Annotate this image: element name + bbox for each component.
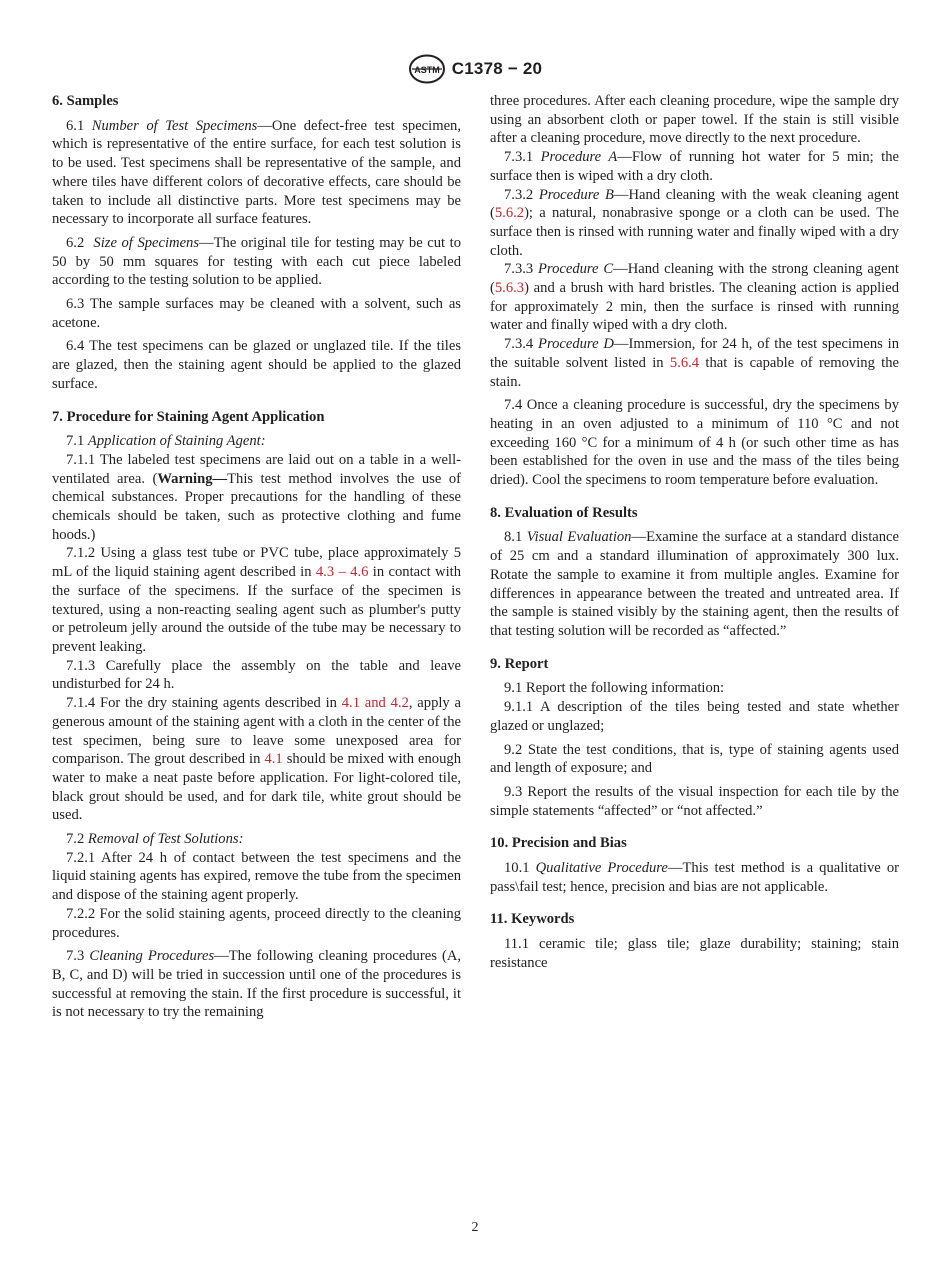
paragraph: 6.2 Size of Specimens—The original tile for testing may be cut to 50 by 50 mm squares for testing with each cut piece labeled according to the testing solution to be applied. [52, 234, 462, 289]
cross-reference-link[interactable]: 4.3 – 4.6 [315, 564, 369, 581]
paragraph: three procedures. After each cleaning procedure, wipe the sample dry using an absorbent cloth or paper towel. If the stain is still visible after a cleaning procedure, move directly to the next procedure. [490, 93, 899, 147]
paragraph: 7.1.2 Using a glass test tube or PVC tube, place approximately 5 mL of the liquid staining agent described in 4.3 – 4.6 in contact with the surface of the specimens. If the surface of the specimen is textured, using a non-reacting sealing agent such as plumber's putty or petroleum jelly around the outside of the tube may be necessary to prevent leaking. [52, 545, 461, 655]
paragraph: 9.1.1 A description of the tiles being tested and state whether glazed or unglazed; [490, 699, 899, 734]
section-heading: 11. Keywords [490, 911, 575, 928]
paragraph: 10.1 Qualitative Procedure—This test method is a qualitative or pass\fail test; hence, precision and bias are not applicable. [490, 860, 899, 895]
cross-reference-link[interactable]: 4.1 and 4.2 [341, 695, 409, 712]
paragraph: 9.1 Report the following information: [504, 680, 725, 697]
paragraph: 11.1 ceramic tile; glass tile; glaze durability; staining; stain resistance [490, 936, 899, 971]
page-header [0, 54, 950, 84]
paragraph: 6.3 The sample surfaces may be cleaned with a solvent, such as acetone. [52, 296, 461, 331]
section-heading: 7. Procedure for Staining Agent Application [52, 408, 325, 425]
paragraph: 7.2 Removal of Test Solutions: [66, 831, 244, 848]
section-heading: 8. Evaluation of Results [490, 504, 638, 521]
section-heading: 10. Precision and Bias [490, 835, 627, 852]
paragraph: 7.3.2 Procedure B—Hand cleaning with the weak cleaning agent (5.6.2); a natural, nonabrasive sponge or a cloth can be used. The surface then is rinsed with running water and finally wiped with a dry cloth. [490, 186, 899, 259]
paragraph: 7.1.4 For the dry staining agents described in 4.1 and 4.2, apply a generous amount of the staining agent with a cloth in the center of the test specimen, being sure to leave some unexposed area for comparison. The grout described in 4.1 should be mixed with enough water to make a neat paste before application. For light-colored tile, black grout should be used, and for dark tile, white grout should be used. [52, 695, 461, 824]
paragraph: 7.2.1 After 24 h of contact between the test specimens and the liquid staining agents has expired, remove the tube from the specimen and dispose of the staining agent properly. [52, 849, 461, 904]
paragraph: 6.4 The test specimens can be glazed or unglazed tile. If the tiles are glazed, then the staining agent should be applied to the glazed surface. [52, 338, 461, 392]
paragraph: 7.3.3 Procedure C—Hand cleaning with the strong cleaning agent (5.6.3) and a brush with hard bristles. The cleaning action is applied for approximately 2 min, then the surface is rinsed with running water and finally wiped with a dry cloth. [490, 261, 899, 334]
paragraph: 7.4 Once a cleaning procedure is successful, dry the specimens by heating in an oven adjusted to a minimum of 110 °C and not exceeding 160 °C for a minimum of 4 h (or such other time as has been established for the oven in use and the mass of the tiles being dried). Cool the specimens to room temperature before evaluation. [490, 397, 899, 489]
section-heading: 9. Report [490, 655, 549, 672]
paragraph: 9.3 Report the results of the visual inspection for each tile by the simple statements “affected” or “not affected.” [490, 783, 899, 819]
right-column [490, 92, 899, 973]
paragraph: 8.1 Visual Evaluation—Examine the surface at a standard distance of 25 cm and a standard illumination of approximately 300 lux. Rotate the sample to examine it from multiple angles. Examine for differences in appearance between the treated and untreated area. If the sample is stained visibly by the staining agent, then the results of that testing solution will be recorded as “affected.” [490, 529, 899, 639]
paragraph: 7.1 Application of Staining Agent: [66, 433, 266, 450]
cross-reference-link[interactable]: 4.1 [264, 751, 283, 768]
paragraph: 9.2 State the test conditions, that is, type of staining agents used and length of exposure; and [490, 741, 899, 777]
paragraph: 7.3 Cleaning Procedures—The following cleaning procedures (A, B, C, and D) will be tried in succession until one of the procedures is successful at removing the stain. If the first procedure is successful, it is not necessary to try the remaining [52, 948, 462, 1021]
cross-reference-link[interactable]: 5.6.3 [494, 280, 525, 297]
cross-reference-link[interactable]: 5.6.2 [494, 205, 525, 222]
left-column [52, 92, 461, 1022]
paragraph: 6.1 Number of Test Specimens—One defect-free test specimen, which is representative of the entire surface, for each test solution is to be used. Test specimens shall be representative of the sample, and where tiles have different colors of decorative effects, care should be taken to include all distinctive parts. More test specimens may be necessary to incorporate all surface features. [52, 117, 461, 228]
paragraph: 7.3.1 Procedure A—Flow of running hot water for 5 min; the surface then is wiped with a dry cloth. [490, 149, 899, 184]
cross-reference-link[interactable]: 5.6.4 [669, 354, 700, 371]
paragraph: 7.3.4 Procedure D—Immersion, for 24 h, of the test specimens in the suitable solvent listed in 5.6.4 that is capable of removing the stain. [490, 336, 900, 390]
page-number: 2 [471, 1220, 479, 1235]
paragraph: 7.1.3 Carefully place the assembly on the table and leave undisturbed for 24 h. [52, 657, 461, 693]
standard-designation: C1378 − 20 [451, 59, 543, 78]
section-heading: 6. Samples [52, 93, 119, 109]
paragraph: 7.2.2 For the solid staining agents, proceed directly to the cleaning procedures. [52, 905, 461, 941]
paragraph: 7.1.1 The labeled test specimens are laid out on a table in a well-ventilated area. (Warning—This test method involves the use of chemical substances. Proper precautions for the handling of these chemicals should be taken, such as protective clothing and fume hoods.) [52, 451, 461, 543]
astm-logo-icon [408, 54, 446, 84]
svg-text:ASTM: ASTM [414, 65, 440, 75]
